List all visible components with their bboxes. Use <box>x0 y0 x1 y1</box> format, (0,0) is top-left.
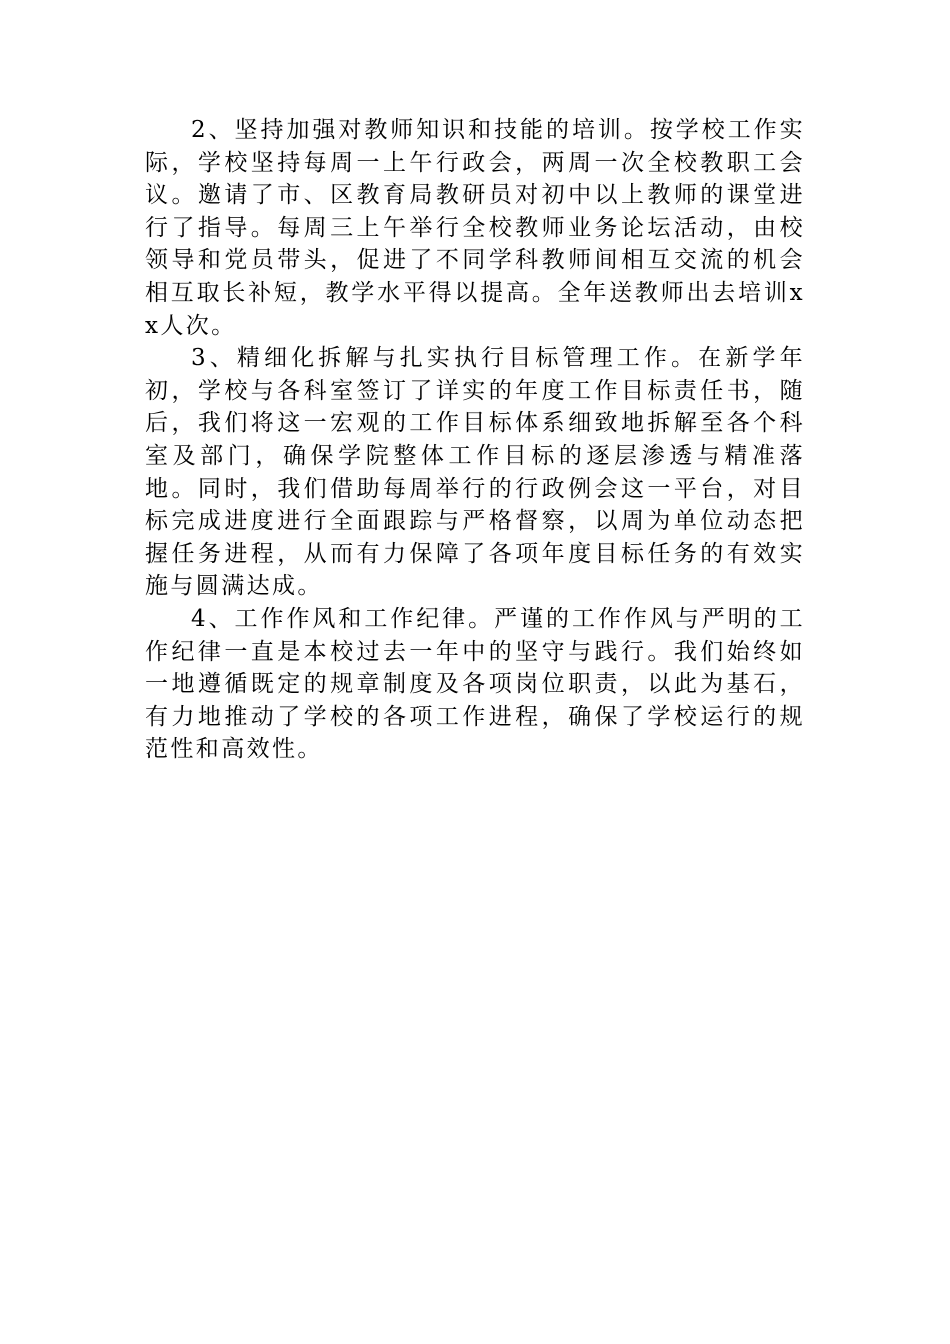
paragraph-training: 2、坚持加强对教师知识和技能的培训。按学校工作实际，学校坚持每周一上午行政会，两周一次全校教职工会议。邀请了市、区教育局教研员对初中以上教师的课堂进行了指导。每周三上午举行全校教师业务论坛活动，由校领导和党员带头，促进了不同学科教师间相互交流的机会相互取长补短，教学水平得以提高。全年送教师出去培训xx人次。 <box>145 117 805 339</box>
paragraph-work-discipline: 4、工作作风和工作纪律。严谨的工作作风与严明的工作纪律一直是本校过去一年中的坚守与践行。我们始终如一地遵循既定的规章制度及各项岗位职责，以此为基石，有力地推动了学校的各项工作进程，确保了学校运行的规范性和高效性。 <box>145 605 805 763</box>
document-body <box>145 114 805 766</box>
paragraph-target-management: 3、精细化拆解与扎实执行目标管理工作。在新学年初，学校与各科室签订了详实的年度工作目标责任书，随后，我们将这一宏观的工作目标体系细致地拆解至各个科室及部门，确保学院整体工作目标的逐层渗透与精准落地。同时，我们借助每周举行的行政例会这一平台，对目标完成进度进行全面跟踪与严格督察，以周为单位动态把握任务进程，从而有力保障了各项年度目标任务的有效实施与圆满达成。 <box>145 345 805 600</box>
